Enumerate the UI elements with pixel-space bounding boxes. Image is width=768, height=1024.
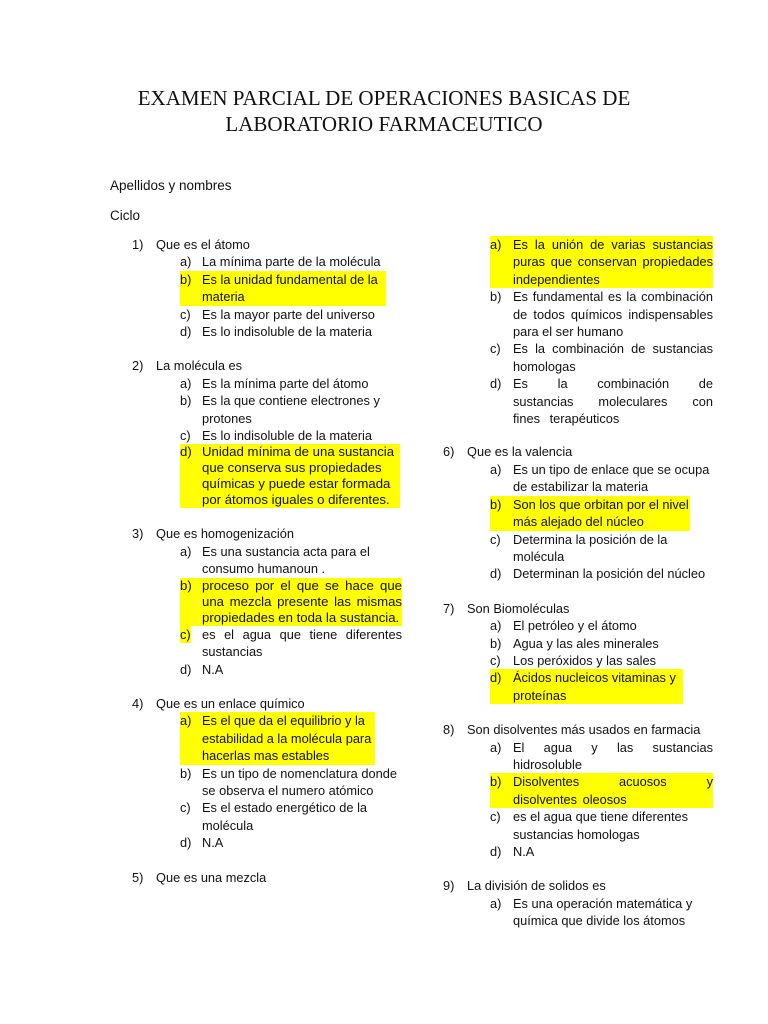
left-column <box>132 236 404 886</box>
option-text: Es el estado energético de la molécula <box>202 800 368 833</box>
option-4d[interactable] <box>180 834 404 851</box>
option-letter: b) <box>490 496 502 512</box>
option-6a[interactable] <box>490 461 715 496</box>
question-text: Que es un enlace químico <box>156 695 305 711</box>
question-number: 6) <box>443 444 455 460</box>
option-letter: b) <box>490 289 502 305</box>
option-text: Es la unión de varias sustancias puras que conservan propiedades independientes <box>513 237 713 287</box>
option-letter: c) <box>490 652 501 668</box>
question-number: 3) <box>132 526 144 542</box>
option-text: Es la mayor parte del universo <box>202 306 375 322</box>
option-text: El petróleo y el átomo <box>513 618 637 634</box>
option-3c[interactable] <box>180 626 402 661</box>
option-letter: b) <box>180 271 192 287</box>
option-letter: c) <box>180 626 191 642</box>
option-letter: a) <box>490 618 502 634</box>
option-text: es el agua que tiene diferentes sustancias homologas <box>513 809 689 842</box>
option-letter: a) <box>490 895 502 911</box>
option-letter: b) <box>490 774 502 790</box>
option-text: Es la que contiene electrones y protones <box>202 393 380 426</box>
option-7b[interactable] <box>490 635 715 652</box>
option-text: proceso por el que se hace que una mezcla presente las mismas propiedades en toda la sustancia. <box>202 577 402 625</box>
exam-title-line-2: LABORATORIO FARMACEUTICO <box>225 112 543 136</box>
question-9 <box>443 877 715 894</box>
option-letter: c) <box>490 809 501 825</box>
question-5 <box>132 869 404 886</box>
question-2 <box>132 357 404 374</box>
option-text: Agua y las ales minerales <box>513 635 659 651</box>
question-4 <box>132 695 404 712</box>
option-letter: a) <box>180 713 192 729</box>
option-7d-answer[interactable] <box>490 669 683 704</box>
option-letter: c) <box>180 306 191 322</box>
question-number: 2) <box>132 358 144 374</box>
option-5c[interactable] <box>490 340 713 375</box>
option-8b-answer[interactable] <box>490 773 713 808</box>
option-1d[interactable] <box>180 323 404 340</box>
option-text: Es lo indisoluble de la materia <box>202 428 373 444</box>
option-text: Es la combinación de sustancias moleculares con fines terapéuticos <box>513 376 713 427</box>
question-text: Son disolventes más usados en farmacia <box>467 722 701 738</box>
option-letter: d) <box>490 376 502 392</box>
option-letter: a) <box>180 375 192 391</box>
option-8c[interactable] <box>490 808 715 843</box>
question-text: Son Biomoléculas <box>467 600 570 616</box>
question-number: 1) <box>132 237 144 252</box>
option-letter: a) <box>490 739 502 755</box>
option-text: Determina la posición de la molécula <box>513 531 668 564</box>
option-text: Es un tipo de enlace que se ocupa de estabilizar la materia <box>513 461 710 495</box>
option-7c[interactable] <box>490 652 715 669</box>
option-9a[interactable] <box>490 895 715 930</box>
option-letter: d) <box>490 844 502 859</box>
option-text: El agua y las sustancias hidrosoluble <box>513 739 713 772</box>
option-text: Es la mínima parte del átomo <box>202 375 369 391</box>
option-text: N.A <box>513 844 535 859</box>
option-text: Es una sustancia acta para el consumo humanoun . <box>202 543 370 577</box>
option-letter: c) <box>490 341 501 357</box>
option-2d-answer[interactable] <box>180 444 400 508</box>
option-letter: d) <box>490 566 502 582</box>
option-1b-answer[interactable] <box>180 271 386 306</box>
option-8a[interactable] <box>490 739 713 774</box>
option-5b[interactable] <box>490 288 713 340</box>
option-text: Es lo indisoluble de la materia <box>202 324 373 340</box>
question-6 <box>443 443 715 460</box>
option-letter: c) <box>490 531 501 547</box>
option-letter: b) <box>180 393 192 409</box>
option-text: Es la unidad fundamental de la materia <box>202 271 378 305</box>
option-text: N.A <box>202 661 224 677</box>
question-number: 8) <box>443 722 455 738</box>
option-text: Determinan la posición del núcleo <box>513 566 706 582</box>
option-6c[interactable] <box>490 531 715 566</box>
option-text: Ácidos nucleicos vitaminas y proteínas <box>513 670 676 703</box>
option-text: Es el que da el equilibrio y la estabilidad a la molécula para hacerlas mas estables <box>202 713 372 764</box>
option-text: Es una operación matemática y química que divide los átomos <box>513 895 693 929</box>
option-text: La mínima parte de la molécula <box>202 254 381 270</box>
option-letter: b) <box>180 577 192 593</box>
option-letter: d) <box>490 670 502 686</box>
question-text: La división de solidos es <box>467 878 606 894</box>
option-6d[interactable] <box>490 565 715 582</box>
option-text: N.A <box>202 835 224 851</box>
option-8d[interactable] <box>490 843 715 860</box>
option-letter: d) <box>180 661 192 677</box>
option-letter: b) <box>180 765 192 781</box>
exam-title-line-1: EXAMEN PARCIAL DE OPERACIONES BASICAS DE <box>137 86 631 110</box>
option-text: Es un tipo de nomenclatura donde se observa el numero atómico <box>202 765 397 798</box>
right-column <box>443 236 715 930</box>
option-2a[interactable] <box>180 375 404 392</box>
option-text: Son los que orbitan por el nivel más alejado del núcleo <box>513 496 689 530</box>
option-text: es el agua que tiene diferentes sustancias <box>202 626 402 660</box>
option-1c[interactable] <box>180 306 404 323</box>
option-letter: b) <box>490 635 502 651</box>
cycle-field-label: Ciclo <box>110 208 141 223</box>
question-text: Que es el átomo <box>156 237 250 252</box>
question-number: 7) <box>443 600 455 616</box>
exam-title <box>0 85 768 137</box>
option-text: Los peróxidos y las sales <box>513 652 656 668</box>
option-6b-answer[interactable] <box>490 496 690 531</box>
option-letter: a) <box>490 461 502 477</box>
question-number: 4) <box>132 695 144 711</box>
option-4b[interactable] <box>180 765 404 800</box>
option-3d[interactable] <box>180 661 404 678</box>
question-1 <box>132 236 404 253</box>
question-7 <box>443 600 715 617</box>
option-7a[interactable] <box>490 617 715 634</box>
option-2b[interactable] <box>180 392 404 427</box>
option-5d[interactable] <box>490 375 713 427</box>
question-8 <box>443 721 715 738</box>
question-3 <box>132 525 404 542</box>
question-text: Que es la valencia <box>467 444 573 460</box>
option-4c[interactable] <box>180 799 404 834</box>
option-3b-answer[interactable] <box>180 578 402 626</box>
option-3a[interactable] <box>180 543 404 578</box>
option-4a-answer[interactable] <box>180 712 375 764</box>
option-5a-answer[interactable] <box>490 236 713 288</box>
option-letter: d) <box>180 835 192 851</box>
option-letter: a) <box>490 237 502 252</box>
question-text: La molécula es <box>156 358 243 374</box>
names-field-label: Apellidos y nombres <box>110 178 232 193</box>
question-number: 5) <box>132 869 144 885</box>
option-letter: d) <box>180 444 192 460</box>
option-text: Unidad mínima de una sustancia que conserva sus propiedades químicas y puede estar formada por átomos iguales o diferentes. <box>202 444 395 508</box>
question-text: Que es homogenización <box>156 526 295 542</box>
option-text: Disolventes acuosos y disolventes oleosos <box>513 774 713 807</box>
option-letter: d) <box>180 324 192 340</box>
option-letter: c) <box>180 428 191 444</box>
option-text: Es la combinación de sustancias homologas <box>513 341 713 374</box>
option-letter: a) <box>180 254 192 270</box>
option-1a[interactable] <box>180 253 404 270</box>
question-number: 9) <box>443 878 455 894</box>
option-2c[interactable] <box>180 427 404 444</box>
option-letter: a) <box>180 543 192 559</box>
option-text: Es fundamental es la combinación de todos químicos indispensables para el ser humano <box>513 289 713 340</box>
question-text: Que es una mezcla <box>156 869 267 885</box>
option-letter: c) <box>180 800 191 816</box>
